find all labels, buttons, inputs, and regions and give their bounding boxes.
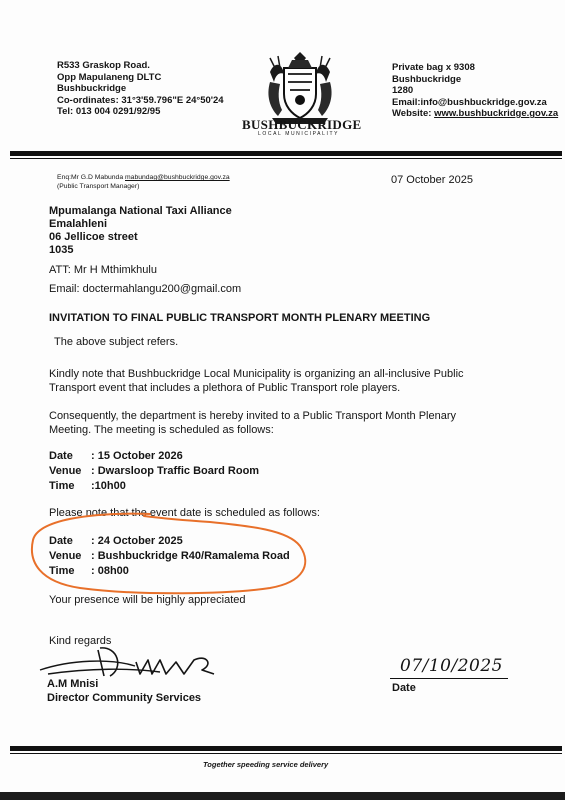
recipient-email: Email: doctermahlangu200@gmail.com [49, 283, 242, 295]
letter-date: 07 October 2025 [391, 174, 473, 186]
recipient-line: Emalahleni [49, 218, 108, 230]
meeting-date-label: Date [49, 450, 73, 462]
logo-subtitle: LOCAL MUNICIPALITY [258, 131, 340, 137]
logo-wordmark: BUSHBUCKRIDGE [242, 117, 362, 132]
meeting-time-label: Time [49, 480, 75, 492]
event-venue-label: Venue [49, 550, 82, 562]
header-contact-line: 1280 [392, 85, 414, 96]
meeting-venue-label: Venue [49, 465, 82, 477]
event-venue-value: : Bushbuckridge R40/Ramalema Road [91, 550, 290, 562]
enquiries-role: (Public Transport Manager) [57, 183, 140, 190]
presence-note: Your presence will be highly appreciated [49, 594, 246, 606]
header-telephone: Tel: 013 004 0291/92/95 [57, 106, 161, 117]
header-contact-line: Private bag x 9308 [392, 62, 475, 73]
header-coordinates: Co-ordinates: 31°3'59.796"E 24°50'24 [57, 94, 224, 106]
header-website-label: Website: [392, 108, 435, 119]
header-address-line: R533 Graskop Road. [57, 60, 150, 71]
recipient-line: 06 Jellicoe street [49, 231, 138, 243]
header-address-line: Bushbuckridge [57, 83, 127, 94]
paragraph-invitation: Consequently, the department is hereby invited to a Public Transport Month Plenary Meeting. The meeting is scheduled as follows: [49, 410, 457, 436]
meeting-time-value: :10h00 [91, 480, 126, 492]
scan-edge-band [0, 792, 565, 800]
event-note: Please note that the event date is scheduled as follows: [49, 507, 320, 519]
event-time-label: Time [49, 565, 75, 577]
footer-divider-thick [10, 746, 562, 751]
letter-subject: INVITATION TO FINAL PUBLIC TRANSPORT MONTH PLENARY MEETING [49, 312, 431, 324]
meeting-date-value: : 15 October 2026 [91, 450, 183, 462]
signed-date-handwritten: 07/10/2025 [400, 656, 503, 676]
signatory-title: Director Community Services [47, 692, 202, 704]
header-contact-line: Bushbuckridge [392, 73, 462, 85]
footer-divider-thin [10, 753, 562, 754]
enquiries-prefix: Enq:Mr G.D Mabunda [57, 174, 125, 181]
event-time-value: : 08h00 [91, 565, 129, 577]
closing-salutation: Kind regards [49, 635, 112, 647]
header-address-line: Opp Mapulaneng DLTC [57, 71, 162, 83]
enquiries-email[interactable]: mabundag@bushbuckridge.gov.za [125, 174, 230, 181]
paragraph-event: Kindly note that Bushbuckridge Local Municipality is organizing an all-inclusive Public Transport event that includes a plethora of Public Transport role players. [49, 368, 464, 394]
event-date-value: : 24 October 2025 [91, 535, 183, 547]
signatory-name: A.M Mnisi [47, 678, 99, 690]
paragraph-intro: The above subject refers. [54, 336, 179, 348]
recipient-attention: ATT: Mr H Mthimkhulu [49, 264, 157, 276]
date-line [390, 678, 508, 679]
meeting-venue-value: : Dwarsloop Traffic Board Room [91, 465, 260, 477]
date-label: Date [392, 682, 416, 694]
header-email: Email:info@bushbuckridge.gov.za [392, 96, 547, 108]
footer-slogan: Together speeding service delivery [203, 760, 329, 769]
event-date-label: Date [49, 535, 73, 547]
signatory-block [47, 677, 201, 705]
header-website-link[interactable]: www.bushbuckridge.gov.za [434, 108, 559, 119]
recipient-line: Mpumalanga National Taxi Alliance [49, 205, 232, 217]
recipient-line: 1035 [49, 244, 74, 256]
